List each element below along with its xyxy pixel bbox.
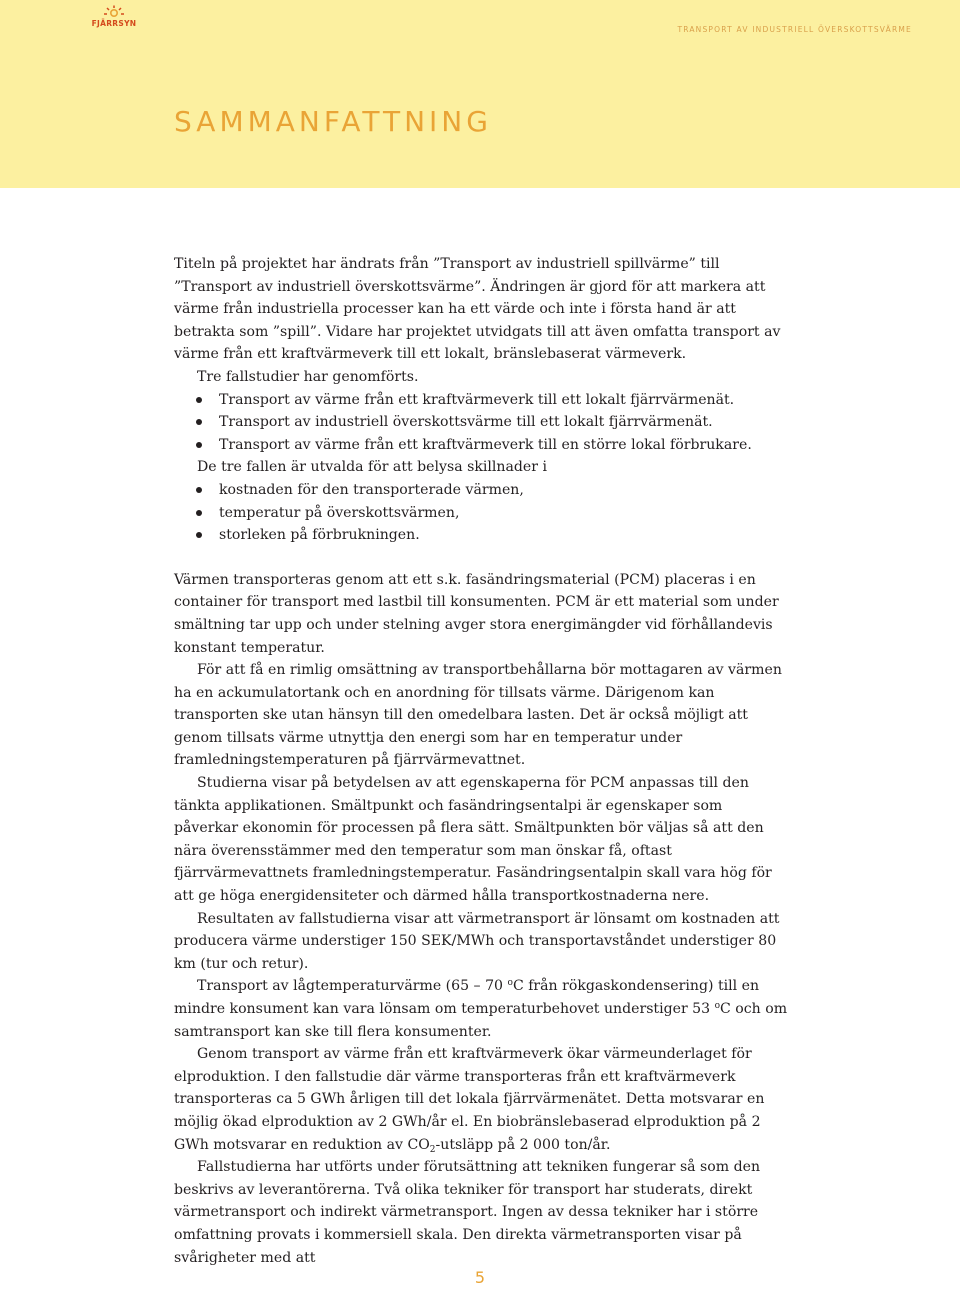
list-item: Transport av industriell överskottsvärme till ett lokalt fjärrvärmenät. (174, 411, 788, 434)
page-number: 5 (474, 1268, 486, 1287)
bullet-icon (196, 397, 202, 403)
body-paragraph: För att få en rimlig omsättning av transportbehållarna bör mottagaren av värmen ha en ackumulatortank och en anordning för tillsats värme. Därigenom kan transporten ske utan hänsyn till den omedelbara lasten. Det är också möjligt att genom tillsats värme utnyttja den energi som har en temperatur under framledningstemperaturen på fjärrvärmevattnet. (174, 662, 782, 769)
differences-list (174, 479, 788, 547)
case-list (174, 389, 788, 457)
bullet-icon (196, 532, 202, 538)
intro-paragraph: Titeln på projektet har ändrats från ”Transport av industriell spillvärme” till ”Transport av industriell överskottsvärme”. Ändringen är gjord för att markera att värme från industriella processer kan ha ett värde och inte i första hand är att betrakta som ”spill”. Vidare har projektet utvidgats till att även omfatta transport av värme från ett kraftvärmeverk till ett lokalt, bränslebaserat värmeverk. (174, 256, 781, 363)
body-paragraph: Värmen transporteras genom att ett s.k. fasändringsmaterial (PCM) placeras i en container för transport med lastbil till konsumenten. PCM är ett material som under smältning tar upp och under stelning avger stora energimängder vid förhållandevis konstant temperatur. (174, 571, 779, 656)
sun-icon (103, 5, 125, 19)
body-paragraph: Fallstudierna har utförts under förutsättning att tekniken fungerar så som den beskrivs av leverantörerna. Två olika tekniker för transport har studerats, direkt värmetransport och indirekt värmetransport. Ingen av dessa tekniker har i större omfattning provats i kommersiell skala. Den direkta värmetransporten visar på svårigheter med att (174, 1159, 761, 1266)
case-intro: Tre fallstudier har genomförts. (197, 368, 419, 385)
bullet-icon (196, 442, 202, 448)
document-body (174, 253, 788, 1269)
running-header: TRANSPORT AV INDUSTRIELL ÖVERSKOTTSVÄRME (677, 25, 912, 34)
body-paragraph: Genom transport av värme från ett kraftvärmeverk ökar värmeunderlaget för elproduktion. I den fallstudie där värme transporteras från ett kraftvärmeverk transporteras ca 5 GWh årligen till det lokala fjärrvärmenätet. Detta motsvarar en möjlig ökad elproduktion av 2 GWh/år el. En biobränslebaserad elproduktion på 2 GWh motsvarar en reduktion av $CO_2$-utsläpp på 2 000 ton/år. (174, 1046, 765, 1155)
differences-intro: De tre fallen är utvalda för att belysa skillnader i (197, 459, 547, 476)
body-paragraph: Studierna visar på betydelsen av att egenskaperna för PCM anpassas till den tänkta applikationen. Smältpunkt och fasändringsentalpi är egenskaper som påverkar ekonomin för processen på flera sätt. Smältpunkten bör väljas så att den nära överensstämmer med den temperatur som man önskar få, oftast fjärrvärmevattnets framledningstemperatur. Fasändringsentalpin skall vara hög för att ge höga energidensiteter och därmed hålla transportkostnaderna nere. (174, 775, 772, 905)
logo-text: FJÄRRSYN (91, 19, 137, 28)
bullet-icon (196, 419, 202, 425)
list-item: Transport av värme från ett kraftvärmeverk till ett lokalt fjärrvärmenät. (174, 389, 788, 412)
page-title: SAMMANFATTNING (174, 105, 492, 138)
list-item: kostnaden för den transporterade värmen, (174, 479, 788, 502)
bullet-icon (196, 510, 202, 516)
bullet-icon (196, 487, 202, 493)
body-paragraph: Resultaten av fallstudierna visar att värmetransport är lönsamt om kostnaden att producera värme understiger 150 SEK/MWh och transportavståndet understiger 80 km (tur och retur). (174, 910, 780, 972)
fjarrsyn-logo (88, 5, 140, 31)
list-item: storleken på förbrukningen. (174, 524, 788, 547)
list-item: temperatur på överskottsvärmen, (174, 502, 788, 525)
list-item: Transport av värme från ett kraftvärmeverk till en större lokal förbrukare. (174, 434, 788, 457)
body-paragraph: Transport av lågtemperaturvärme (65 – 70 $^o$C från rökgaskondensering) till en mindre konsument kan vara lönsam om temperaturbehovet understiger 53 $^o$C och om samtransport kan ske till flera konsumenter. (174, 978, 788, 1040)
